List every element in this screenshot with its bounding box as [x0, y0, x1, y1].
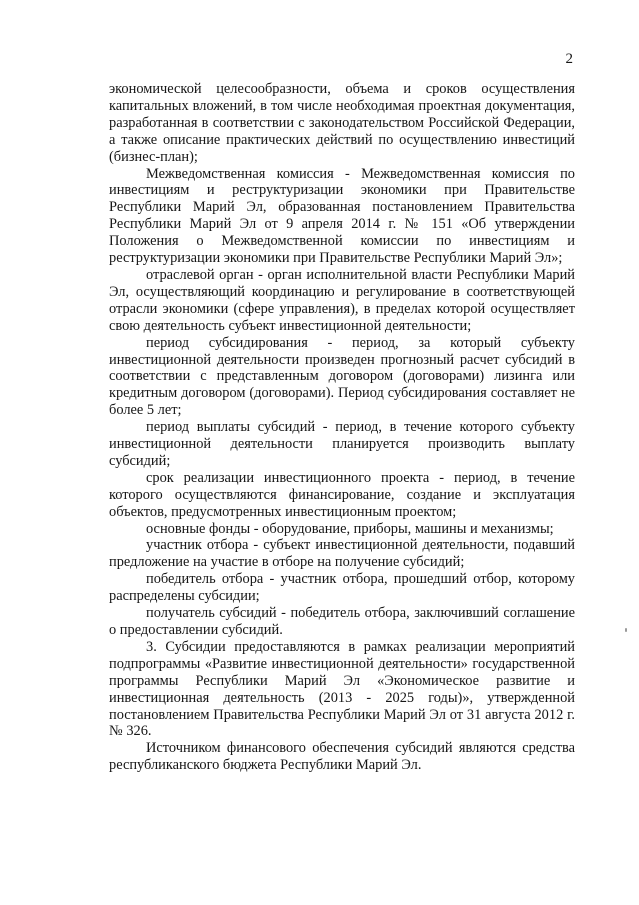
paragraph-project-term: срок реализации инвестиционного проекта - период, в течение которого осуществляются финансирование, создание и эксплуатация объектов, предусмотренных инвестиционным проектом;: [109, 469, 575, 520]
paragraph-funding-source: Источником финансового обеспечения субсидий являются средства республиканского бюджета Республики Марий Эл.: [109, 740, 575, 774]
paragraph-selection-participant: участник отбора - субъект инвестиционной деятельности, подавший предложение на участие в отборе на получение субсидий;: [109, 537, 575, 571]
paragraph-section-3-program: 3. Субсидии предоставляются в рамках реализации мероприятий подпрограммы «Развитие инвестиционной деятельности» государственной программы Республики Марий Эл «Экономическое развитие и инвестиционная деятельность (2013 - 2025 годы)», утвержденной постановлением Правительства Республики Марий Эл от 31 августа 2012 г. № 326.: [109, 638, 575, 740]
paragraph-payment-period: период выплаты субсидий - период, в течение которого субъекту инвестиционной деятельности планируется производить выплату субсидий;: [109, 419, 575, 469]
paragraph-business-plan-definition: экономической целесообразности, объема и сроков осуществления капитальных вложений, в том числе необходимая проектная документация, разработанная в соответствии с законодательством Российской Федерации, а также описание практических действий по осуществлению инвестиций (бизнес-план);: [109, 81, 575, 165]
paragraph-sector-authority: отраслевой орган - орган исполнительной власти Республики Марий Эл, осуществляющий координацию и регулирование в соответствующей отрасли экономики (сфере управления), в пределах которой осуществляет свою деятельность субъект инвестиционной деятельности;: [109, 266, 575, 334]
page-number: 2: [565, 51, 573, 67]
document-body: [109, 81, 575, 774]
paragraph-fixed-assets: основные фонды - оборудование, приборы, машины и механизмы;: [146, 520, 554, 537]
paragraph-subsidy-recipient: получатель субсидий - победитель отбора, заключивший соглашение о предоставлении субсидий.: [109, 605, 575, 638]
scan-speck: [625, 628, 627, 632]
paragraph-interdepartmental-commission: Межведомственная комиссия - Межведомственная комиссия по инвестициям и реструктуризации экономики при Правительстве Республики Марий Эл, образованная постановлением Правительства Республики Марий Эл от 9 апреля 2014 г. № 151 «Об утверждении Положения о Межведомственной комиссии по инвестициям и реструктуризации экономики при Правительстве Республики Марий Эл»;: [109, 165, 575, 267]
paragraph-subsidy-period: период субсидирования - период, за который субъекту инвестиционной деятельности произведен прогнозный расчет субсидий в соответствии с представленным договором (договорами) лизинга или кредитным договором (договорами). Период субсидирования составляет не более 5 лет;: [109, 334, 575, 419]
paragraph-selection-winner: победитель отбора - участник отбора, прошедший отбор, которому распределены субсидии;: [109, 571, 575, 605]
